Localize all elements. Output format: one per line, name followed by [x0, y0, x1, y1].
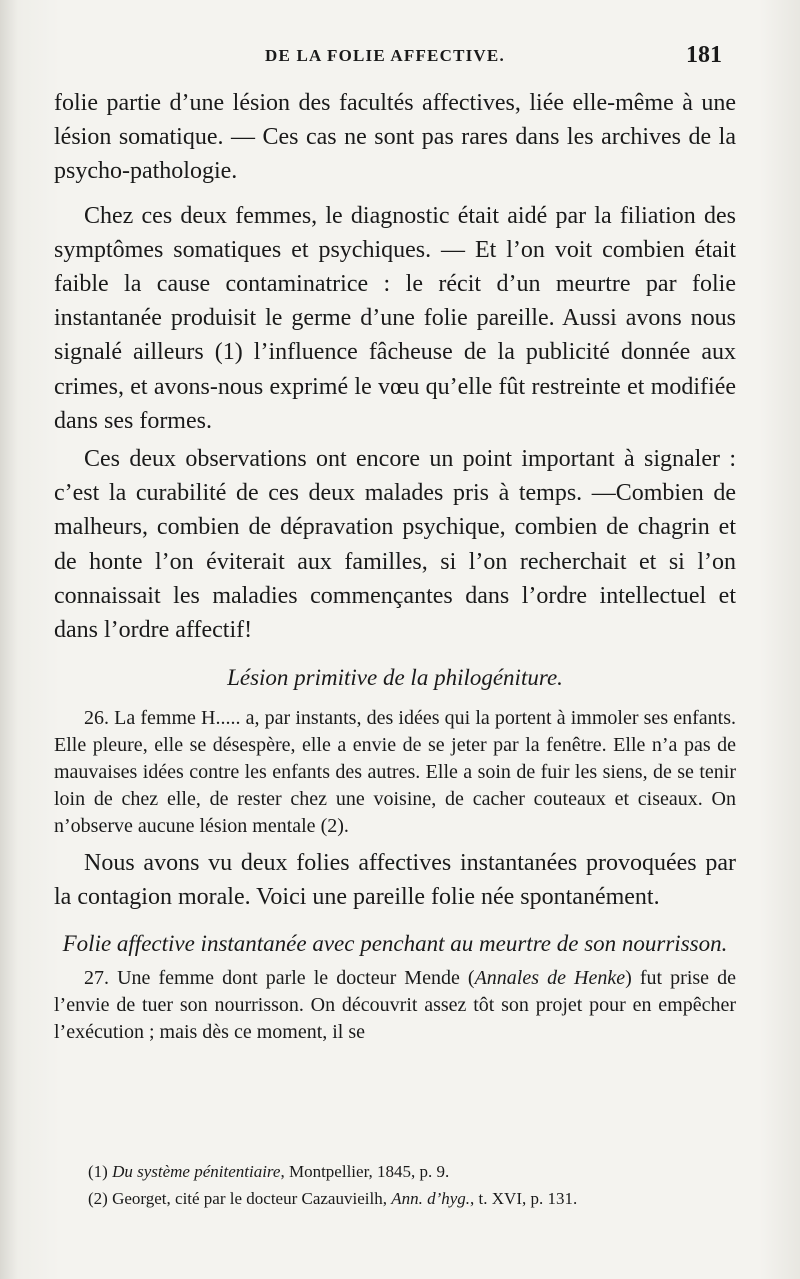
paragraph-continuation: folie partie d’une lésion des facultés affectives, liée elle-même à une lésion somatique. — Ces cas ne sont pas rares dans les archives de la psycho-pathologie.	[54, 90, 736, 185]
footnotes	[54, 1158, 744, 1212]
case-27-end: ) fut prise de l’envie de tuer son nourrisson. On découvrit assez tôt son projet pour en empêcher l’exécution ; mais dès ce moment, il se	[54, 966, 736, 1043]
footnote-2	[54, 1185, 744, 1212]
page-header	[0, 42, 800, 78]
paragraph-diagnostic: Chez ces deux femmes, le diagnostic était aidé par la filiation des symptômes somatiques et psychiques. — Et l’on voit combien était faible la cause contaminatrice : le récit d’un meurtre par folie instantanée produisit le germe d’une folie pareille. Aussi avons nous signalé ailleurs (1) l’influence fâcheuse de la publicité donnée aux crimes, et avons-nous exprimé le vœu qu’elle fût restreinte et modifiée dans ses formes.	[54, 202, 736, 434]
page-body	[54, 86, 736, 1046]
case-26: 26. La femme H..... a, par instants, des idées qui la portent à immoler ses enfants. Elle pleure, elle se désespère, elle a envie de se jeter par la fenêtre. Elle n’a pas de mauvaises idées contre les enfants des autres. Elle a soin de fuir les siens, de se tenir loin de chez elle, de rester chez une voisine, de cacher couteaux et ciseaux. On n’observe aucune lésion mentale (2).	[54, 707, 736, 838]
case-27	[54, 965, 736, 1046]
case-27-start: 27. Une femme dont parle le docteur Mende (	[84, 966, 475, 989]
footnote-2-journal: Ann. d’hyg.	[391, 1189, 471, 1208]
section-title-philogeniture: Lésion primitive de la philogéniture.	[227, 665, 563, 691]
running-head: DE LA FOLIE AFFECTIVE.	[265, 46, 505, 65]
case-27-source: Annales de Henke	[474, 966, 626, 989]
footnote-1	[54, 1158, 744, 1185]
footnote-2-rest: , t. XVI, p. 131.	[470, 1189, 578, 1208]
section-title-nourrisson: Folie affective instantanée avec penchant au meurtre de son nourrisson.	[62, 930, 728, 956]
footnote-1-rest: , Montpellier, 1845, p. 9.	[280, 1162, 450, 1181]
footnote-1-number: (1)	[88, 1162, 113, 1181]
paragraph-curability: Ces deux observations ont encore un point important à signaler : c’est la curabilité de ces deux malades pris à temps. —Combien de malheurs, combien de dépravation psychique, combien de chagrin et de honte l’on éviterait aux familles, si l’on recherchait et si l’on connaissait les maladies commençantes dans l’ordre intellectuel et dans l’ordre affectif!	[54, 446, 736, 644]
paragraph-spontaneous: Nous avons vu deux folies affectives instantanées provoquées par la contagion morale. Voici une pareille folie née spontanément.	[54, 850, 736, 911]
footnote-2-start: (2) Georget, cité par le docteur Cazauvieilh,	[88, 1189, 392, 1208]
footnote-1-title: Du système pénitentiaire	[112, 1162, 281, 1181]
page-number: 181	[686, 42, 722, 68]
